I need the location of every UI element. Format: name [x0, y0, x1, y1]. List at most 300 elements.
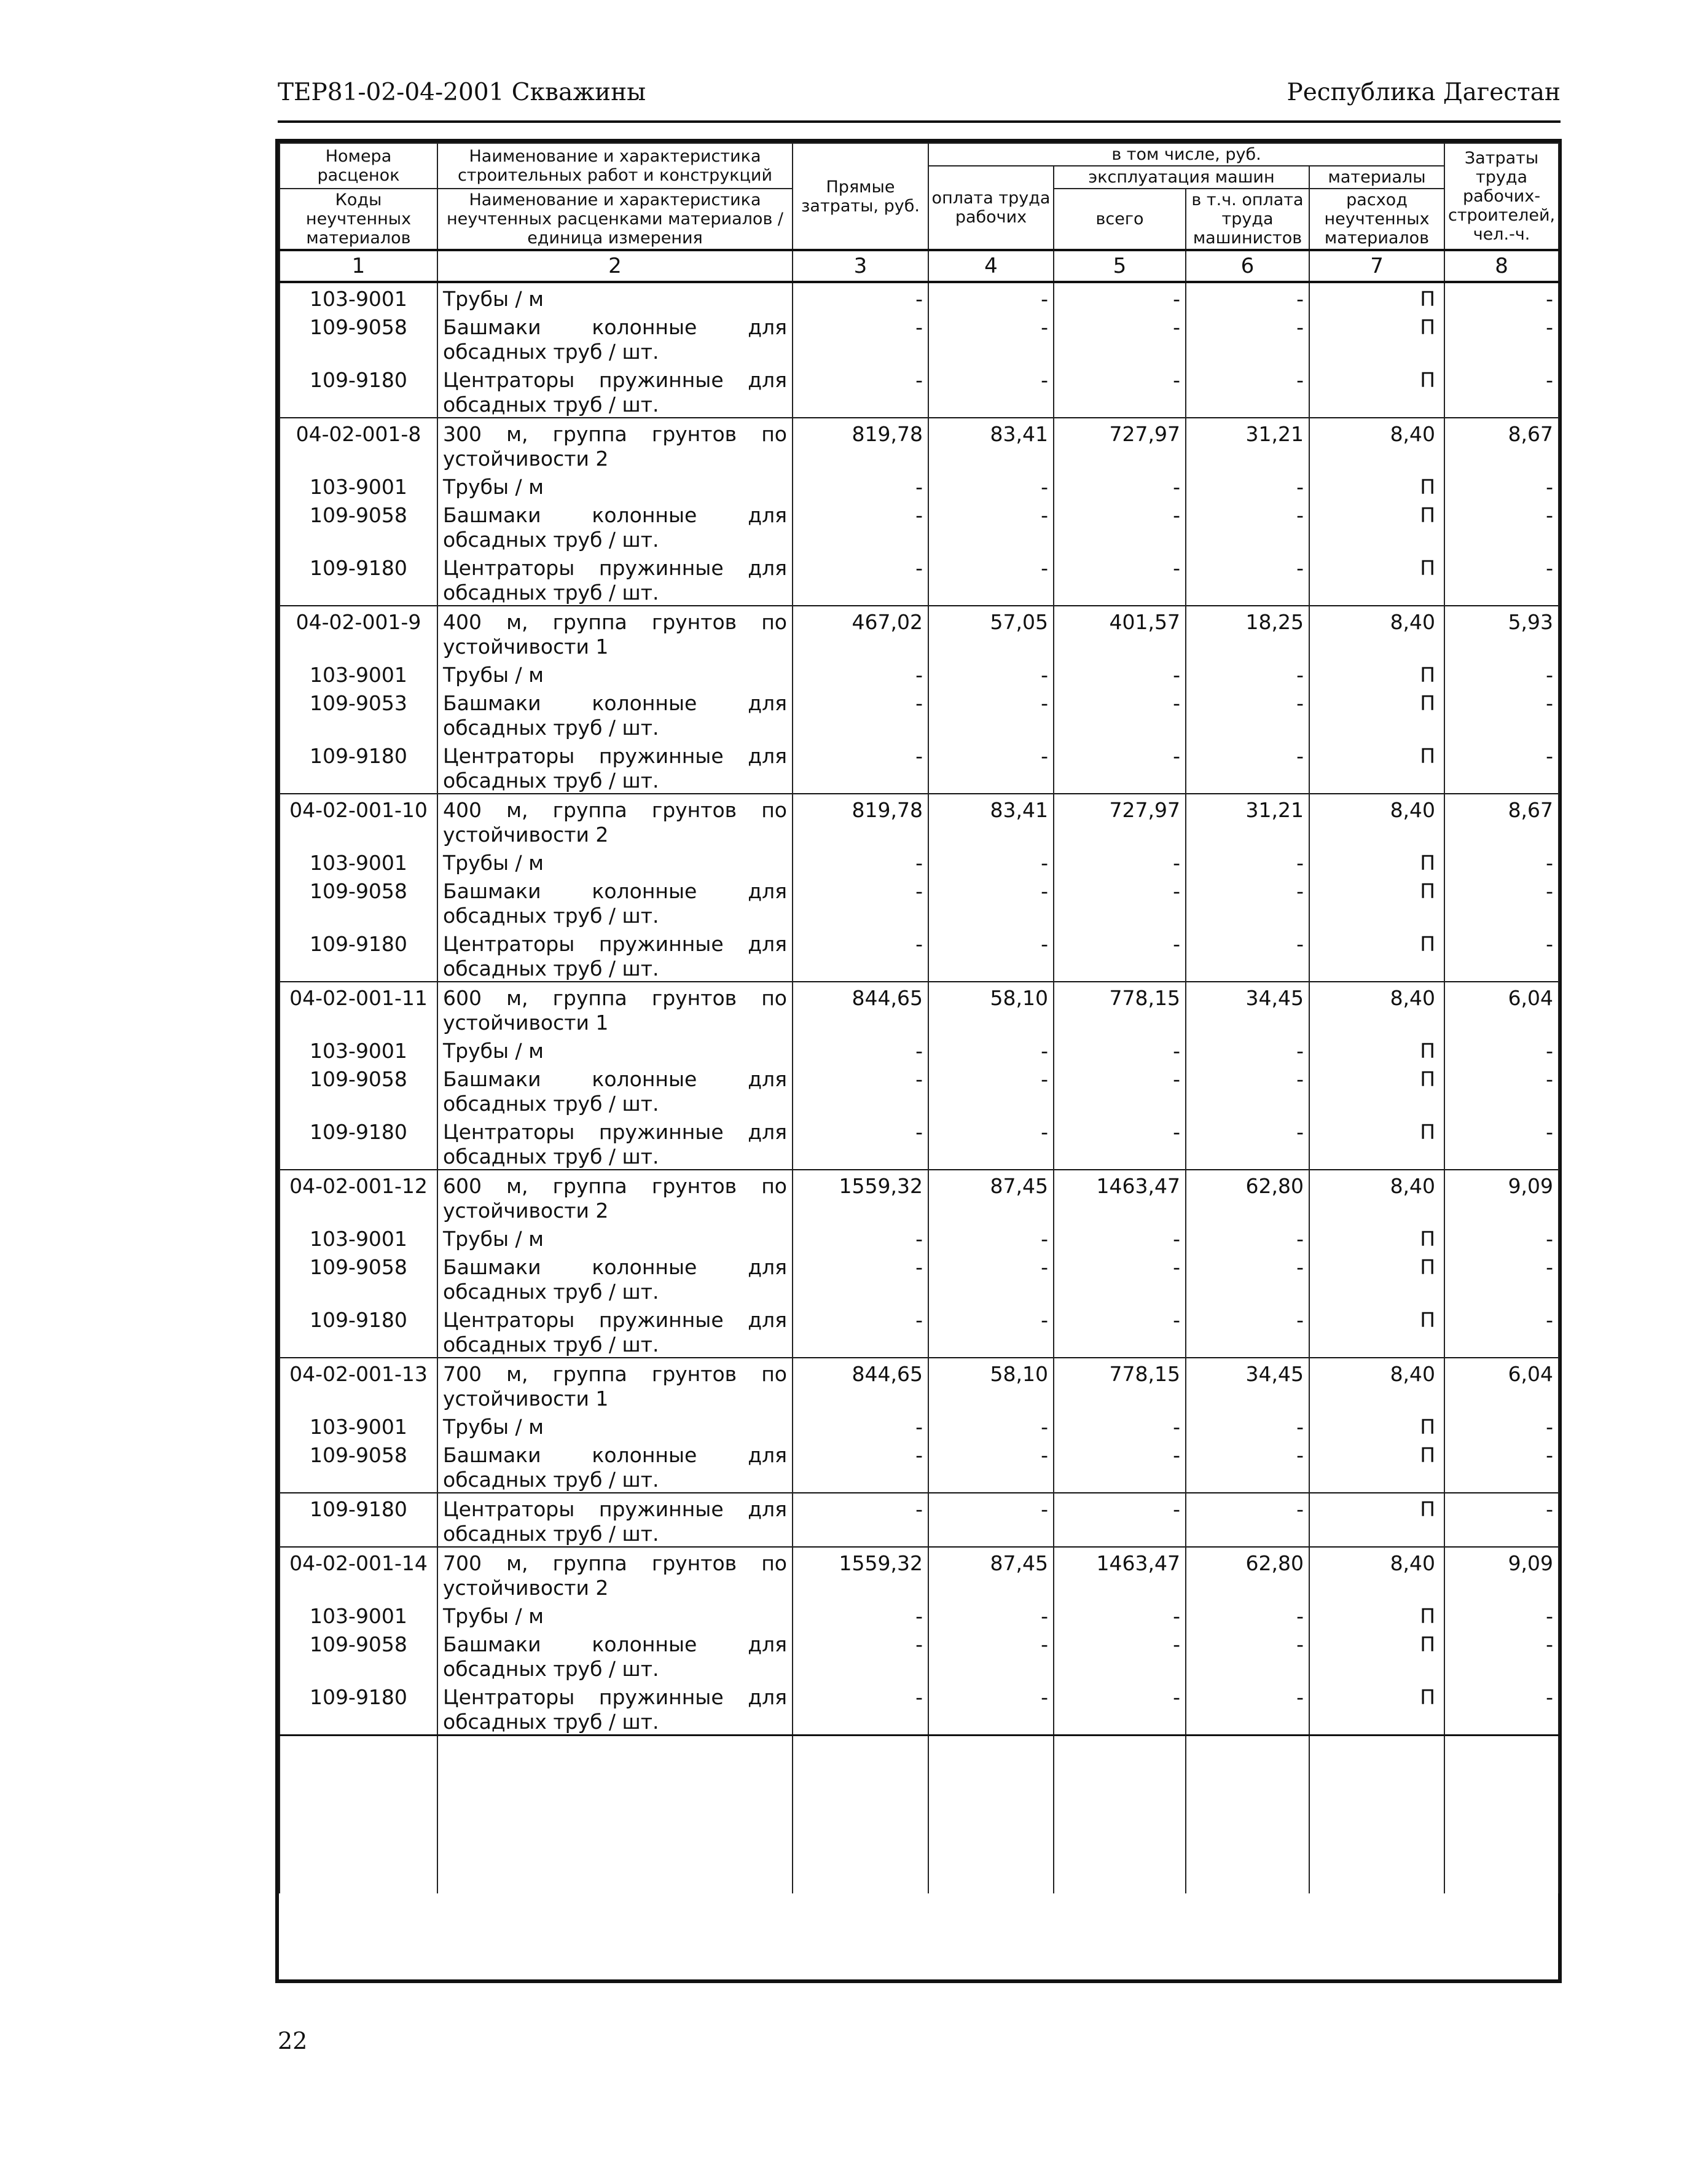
- header-material-consumption: расход неучтенных материалов: [1309, 189, 1444, 250]
- material-consumption: П: [1309, 471, 1444, 499]
- rate-code: 103-9001: [280, 1223, 437, 1251]
- rates-table-frame: [275, 139, 1562, 1983]
- material-consumption: 8,40: [1309, 982, 1444, 1035]
- operator-pay: 62,80: [1186, 1170, 1309, 1223]
- empty-cell: [793, 1736, 928, 1894]
- direct-costs: -: [793, 1439, 928, 1493]
- direct-costs: -: [793, 364, 928, 418]
- material-consumption: П: [1309, 1035, 1444, 1063]
- rate-code: 109-9180: [280, 1493, 437, 1547]
- rate-code: 109-9180: [280, 552, 437, 606]
- rate-code: 103-9001: [280, 659, 437, 687]
- worker-pay: -: [928, 659, 1054, 687]
- table-row: [280, 1063, 1559, 1116]
- machine-total: 401,57: [1054, 606, 1186, 659]
- empty-cell: [1054, 1736, 1186, 1894]
- worker-pay: -: [928, 552, 1054, 606]
- machine-total: -: [1054, 1035, 1186, 1063]
- direct-costs: -: [793, 740, 928, 794]
- direct-costs: -: [793, 687, 928, 740]
- material-consumption: 8,40: [1309, 1547, 1444, 1600]
- direct-costs: -: [793, 1251, 928, 1304]
- direct-costs: -: [793, 1600, 928, 1629]
- worker-pay: -: [928, 1600, 1054, 1629]
- operator-pay: -: [1186, 1681, 1309, 1736]
- table-row: [280, 659, 1559, 687]
- item-description: Центраторы пружинные для обсадных труб / шт.: [437, 364, 793, 418]
- material-consumption: П: [1309, 928, 1444, 982]
- worker-pay: -: [928, 1035, 1054, 1063]
- labor-hours: 6,04: [1444, 982, 1559, 1035]
- direct-costs: 844,65: [793, 982, 928, 1035]
- labor-hours: 9,09: [1444, 1547, 1559, 1600]
- machine-total: 727,97: [1054, 794, 1186, 847]
- rate-code: 109-9058: [280, 1063, 437, 1116]
- material-consumption: П: [1309, 1439, 1444, 1493]
- operator-pay: 34,45: [1186, 982, 1309, 1035]
- operator-pay: -: [1186, 847, 1309, 875]
- item-description: Центраторы пружинные для обсадных труб / шт.: [437, 740, 793, 794]
- table-row: [280, 1358, 1559, 1411]
- material-consumption: 8,40: [1309, 418, 1444, 471]
- table-row: [280, 1600, 1559, 1629]
- column-number: 2: [437, 250, 793, 282]
- table-row: [280, 311, 1559, 364]
- item-description: Трубы / м: [437, 282, 793, 311]
- table-row: [280, 1116, 1559, 1170]
- direct-costs: -: [793, 875, 928, 928]
- empty-cell: [928, 1736, 1054, 1894]
- worker-pay: -: [928, 1411, 1054, 1439]
- rate-code: 109-9058: [280, 875, 437, 928]
- machine-total: 778,15: [1054, 1358, 1186, 1411]
- worker-pay: 83,41: [928, 418, 1054, 471]
- labor-hours: -: [1444, 875, 1559, 928]
- operator-pay: -: [1186, 1116, 1309, 1170]
- material-consumption: П: [1309, 552, 1444, 606]
- operator-pay: -: [1186, 687, 1309, 740]
- material-consumption: П: [1309, 1251, 1444, 1304]
- rate-code: 109-9058: [280, 1439, 437, 1493]
- labor-hours: -: [1444, 552, 1559, 606]
- rate-code: 103-9001: [280, 1411, 437, 1439]
- machine-total: -: [1054, 1493, 1186, 1547]
- direct-costs: -: [793, 1629, 928, 1681]
- material-consumption: П: [1309, 1116, 1444, 1170]
- item-description: Башмаки колонные для обсадных труб / шт.: [437, 1063, 793, 1116]
- operator-pay: -: [1186, 740, 1309, 794]
- column-number: 1: [280, 250, 437, 282]
- machine-total: -: [1054, 282, 1186, 311]
- labor-hours: -: [1444, 1493, 1559, 1547]
- labor-hours: -: [1444, 1439, 1559, 1493]
- operator-pay: 18,25: [1186, 606, 1309, 659]
- rate-code: 04-02-001-9: [280, 606, 437, 659]
- item-description: 400 м, группа грунтов по устойчивости 1: [437, 606, 793, 659]
- direct-costs: -: [793, 1411, 928, 1439]
- empty-cell: [1186, 1736, 1309, 1894]
- table-row: [280, 687, 1559, 740]
- operator-pay: -: [1186, 1493, 1309, 1547]
- table-row: [280, 928, 1559, 982]
- header-material-codes: Коды неучтенных материалов: [280, 189, 437, 250]
- table-row: [280, 875, 1559, 928]
- worker-pay: -: [928, 1493, 1054, 1547]
- column-number: 6: [1186, 250, 1309, 282]
- rate-code: 103-9001: [280, 282, 437, 311]
- machine-total: -: [1054, 1304, 1186, 1358]
- worker-pay: -: [928, 471, 1054, 499]
- header-material-description: Наименование и характеристика неучтенных расценками материалов / единица измерения: [437, 189, 793, 250]
- direct-costs: -: [793, 1063, 928, 1116]
- material-consumption: П: [1309, 499, 1444, 552]
- table-row: [280, 847, 1559, 875]
- operator-pay: -: [1186, 282, 1309, 311]
- machine-total: -: [1054, 847, 1186, 875]
- item-description: 400 м, группа грунтов по устойчивости 2: [437, 794, 793, 847]
- machine-total: -: [1054, 687, 1186, 740]
- direct-costs: -: [793, 847, 928, 875]
- material-consumption: П: [1309, 1304, 1444, 1358]
- item-description: Центраторы пружинные для обсадных труб / шт.: [437, 1493, 793, 1547]
- operator-pay: -: [1186, 1063, 1309, 1116]
- region-name: Республика Дагестан: [1287, 79, 1561, 106]
- worker-pay: -: [928, 1063, 1054, 1116]
- operator-pay: -: [1186, 1439, 1309, 1493]
- machine-total: -: [1054, 928, 1186, 982]
- item-description: Трубы / м: [437, 847, 793, 875]
- operator-pay: 62,80: [1186, 1547, 1309, 1600]
- item-description: Башмаки колонные для обсадных труб / шт.: [437, 499, 793, 552]
- rate-code: 04-02-001-12: [280, 1170, 437, 1223]
- table-row: [280, 1411, 1559, 1439]
- direct-costs: -: [793, 1035, 928, 1063]
- material-consumption: П: [1309, 1600, 1444, 1629]
- rate-code: 109-9180: [280, 740, 437, 794]
- direct-costs: -: [793, 1223, 928, 1251]
- machine-total: -: [1054, 1063, 1186, 1116]
- worker-pay: -: [928, 875, 1054, 928]
- material-consumption: П: [1309, 1063, 1444, 1116]
- machine-total: -: [1054, 1600, 1186, 1629]
- worker-pay: -: [928, 499, 1054, 552]
- header-rule: [278, 120, 1561, 123]
- header-materials: материалы: [1309, 166, 1444, 189]
- operator-pay: -: [1186, 1035, 1309, 1063]
- worker-pay: -: [928, 1223, 1054, 1251]
- worker-pay: -: [928, 311, 1054, 364]
- item-description: Трубы / м: [437, 1035, 793, 1063]
- operator-pay: -: [1186, 1600, 1309, 1629]
- direct-costs: -: [793, 1681, 928, 1736]
- worker-pay: -: [928, 740, 1054, 794]
- column-number: 3: [793, 250, 928, 282]
- rate-code: 04-02-001-11: [280, 982, 437, 1035]
- operator-pay: -: [1186, 471, 1309, 499]
- operator-pay: -: [1186, 1251, 1309, 1304]
- item-description: 600 м, группа грунтов по устойчивости 1: [437, 982, 793, 1035]
- item-description: Центраторы пружинные для обсадных труб / шт.: [437, 1681, 793, 1736]
- labor-hours: 9,09: [1444, 1170, 1559, 1223]
- labor-hours: -: [1444, 1035, 1559, 1063]
- material-consumption: П: [1309, 659, 1444, 687]
- labor-hours: -: [1444, 687, 1559, 740]
- worker-pay: -: [928, 1116, 1054, 1170]
- operator-pay: -: [1186, 928, 1309, 982]
- material-consumption: П: [1309, 1629, 1444, 1681]
- worker-pay: -: [928, 1439, 1054, 1493]
- worker-pay: -: [928, 282, 1054, 311]
- material-consumption: 8,40: [1309, 794, 1444, 847]
- labor-hours: -: [1444, 311, 1559, 364]
- table-row: [280, 364, 1559, 418]
- header-worker-pay: оплата труда рабочих: [928, 166, 1054, 250]
- material-consumption: 8,40: [1309, 606, 1444, 659]
- rate-code: 04-02-001-8: [280, 418, 437, 471]
- item-description: Центраторы пружинные для обсадных труб / шт.: [437, 928, 793, 982]
- labor-hours: 8,67: [1444, 794, 1559, 847]
- column-number-row: [280, 250, 1559, 282]
- direct-costs: -: [793, 282, 928, 311]
- header-work-description: Наименование и характеристика строительных работ и конструкций: [437, 143, 793, 189]
- operator-pay: 31,21: [1186, 794, 1309, 847]
- header-including: в том числе, руб.: [928, 143, 1444, 166]
- operator-pay: -: [1186, 1223, 1309, 1251]
- item-description: Трубы / м: [437, 1600, 793, 1629]
- labor-hours: -: [1444, 1629, 1559, 1681]
- table-row: [280, 1251, 1559, 1304]
- item-description: 700 м, группа грунтов по устойчивости 2: [437, 1547, 793, 1600]
- worker-pay: -: [928, 847, 1054, 875]
- rate-code: 103-9001: [280, 847, 437, 875]
- table-row: [280, 1439, 1559, 1493]
- labor-hours: -: [1444, 1251, 1559, 1304]
- machine-total: -: [1054, 740, 1186, 794]
- table-row: [280, 606, 1559, 659]
- worker-pay: 57,05: [928, 606, 1054, 659]
- item-description: Трубы / м: [437, 471, 793, 499]
- machine-total: -: [1054, 1681, 1186, 1736]
- item-description: Центраторы пружинные для обсадных труб / шт.: [437, 1116, 793, 1170]
- table-row: [280, 740, 1559, 794]
- direct-costs: 819,78: [793, 794, 928, 847]
- rate-code: 109-9180: [280, 1116, 437, 1170]
- material-consumption: П: [1309, 1223, 1444, 1251]
- labor-hours: -: [1444, 364, 1559, 418]
- machine-total: -: [1054, 1629, 1186, 1681]
- header-machine-operation: эксплуатация машин: [1054, 166, 1309, 189]
- labor-hours: -: [1444, 499, 1559, 552]
- direct-costs: -: [793, 552, 928, 606]
- rate-code: 103-9001: [280, 1600, 437, 1629]
- labor-hours: 8,67: [1444, 418, 1559, 471]
- labor-hours: -: [1444, 282, 1559, 311]
- labor-hours: 5,93: [1444, 606, 1559, 659]
- direct-costs: -: [793, 1304, 928, 1358]
- direct-costs: 467,02: [793, 606, 928, 659]
- item-description: Башмаки колонные для обсадных труб / шт.: [437, 311, 793, 364]
- item-description: Башмаки колонные для обсадных труб / шт.: [437, 1251, 793, 1304]
- machine-total: 727,97: [1054, 418, 1186, 471]
- material-consumption: П: [1309, 847, 1444, 875]
- table-row: [280, 552, 1559, 606]
- direct-costs: -: [793, 499, 928, 552]
- labor-hours: -: [1444, 471, 1559, 499]
- column-number: 8: [1444, 250, 1559, 282]
- machine-total: -: [1054, 1116, 1186, 1170]
- worker-pay: 87,45: [928, 1170, 1054, 1223]
- table-row: [280, 1170, 1559, 1223]
- operator-pay: -: [1186, 1629, 1309, 1681]
- worker-pay: -: [928, 1629, 1054, 1681]
- machine-total: -: [1054, 499, 1186, 552]
- item-description: Башмаки колонные для обсадных труб / шт.: [437, 875, 793, 928]
- machine-total: -: [1054, 364, 1186, 418]
- item-description: Трубы / м: [437, 1411, 793, 1439]
- direct-costs: 1559,32: [793, 1170, 928, 1223]
- labor-hours: -: [1444, 659, 1559, 687]
- rates-table: [279, 143, 1559, 1893]
- item-description: 600 м, группа грунтов по устойчивости 2: [437, 1170, 793, 1223]
- direct-costs: -: [793, 471, 928, 499]
- worker-pay: -: [928, 1681, 1054, 1736]
- rate-code: 103-9001: [280, 471, 437, 499]
- worker-pay: 58,10: [928, 982, 1054, 1035]
- worker-pay: -: [928, 1304, 1054, 1358]
- material-consumption: П: [1309, 282, 1444, 311]
- rate-code: 109-9053: [280, 687, 437, 740]
- direct-costs: -: [793, 1493, 928, 1547]
- worker-pay: -: [928, 687, 1054, 740]
- labor-hours: -: [1444, 740, 1559, 794]
- material-consumption: 8,40: [1309, 1358, 1444, 1411]
- table-row: [280, 1681, 1559, 1736]
- machine-total: -: [1054, 1411, 1186, 1439]
- labor-hours: -: [1444, 1116, 1559, 1170]
- labor-hours: -: [1444, 1063, 1559, 1116]
- machine-total: -: [1054, 1251, 1186, 1304]
- machine-total: 1463,47: [1054, 1547, 1186, 1600]
- direct-costs: -: [793, 659, 928, 687]
- rate-code: 109-9180: [280, 364, 437, 418]
- table-row: [280, 282, 1559, 311]
- table-body: [280, 282, 1559, 1893]
- operator-pay: 34,45: [1186, 1358, 1309, 1411]
- direct-costs: -: [793, 1116, 928, 1170]
- column-number: 4: [928, 250, 1054, 282]
- table-row: [280, 418, 1559, 471]
- machine-total: -: [1054, 471, 1186, 499]
- direct-costs: -: [793, 311, 928, 364]
- item-description: Трубы / м: [437, 1223, 793, 1251]
- labor-hours: -: [1444, 1411, 1559, 1439]
- material-consumption: П: [1309, 1493, 1444, 1547]
- table-row: [280, 982, 1559, 1035]
- header-rate-numbers: Номера расценок: [280, 143, 437, 189]
- table-row: [280, 499, 1559, 552]
- empty-cell: [437, 1736, 793, 1894]
- table-row: [280, 471, 1559, 499]
- operator-pay: -: [1186, 311, 1309, 364]
- operator-pay: -: [1186, 875, 1309, 928]
- labor-hours: -: [1444, 1304, 1559, 1358]
- item-description: 300 м, группа грунтов по устойчивости 2: [437, 418, 793, 471]
- labor-hours: -: [1444, 847, 1559, 875]
- machine-total: -: [1054, 1223, 1186, 1251]
- material-consumption: П: [1309, 1681, 1444, 1736]
- rate-code: 04-02-001-10: [280, 794, 437, 847]
- table-row: [280, 1629, 1559, 1681]
- worker-pay: -: [928, 1251, 1054, 1304]
- item-description: 700 м, группа грунтов по устойчивости 1: [437, 1358, 793, 1411]
- table-header: [280, 143, 1559, 282]
- machine-total: -: [1054, 1439, 1186, 1493]
- operator-pay: -: [1186, 552, 1309, 606]
- item-description: Центраторы пружинные для обсадных труб / шт.: [437, 552, 793, 606]
- rate-code: 04-02-001-14: [280, 1547, 437, 1600]
- empty-row: [280, 1736, 1559, 1894]
- worker-pay: 83,41: [928, 794, 1054, 847]
- item-description: Башмаки колонные для обсадных труб / шт.: [437, 1629, 793, 1681]
- material-consumption: П: [1309, 1411, 1444, 1439]
- operator-pay: -: [1186, 1411, 1309, 1439]
- material-consumption: П: [1309, 740, 1444, 794]
- worker-pay: -: [928, 928, 1054, 982]
- table-row: [280, 1547, 1559, 1600]
- direct-costs: 844,65: [793, 1358, 928, 1411]
- labor-hours: 6,04: [1444, 1358, 1559, 1411]
- direct-costs: 819,78: [793, 418, 928, 471]
- material-consumption: П: [1309, 875, 1444, 928]
- operator-pay: -: [1186, 1304, 1309, 1358]
- material-consumption: П: [1309, 687, 1444, 740]
- machine-total: -: [1054, 659, 1186, 687]
- rate-code: 109-9058: [280, 1629, 437, 1681]
- operator-pay: -: [1186, 364, 1309, 418]
- header-operator-pay: в т.ч. оплата труда машинистов: [1186, 189, 1309, 250]
- table-row: [280, 1223, 1559, 1251]
- rate-code: 109-9058: [280, 1251, 437, 1304]
- table-row: [280, 1493, 1559, 1547]
- item-description: Башмаки колонные для обсадных труб / шт.: [437, 1439, 793, 1493]
- rate-code: 109-9180: [280, 1681, 437, 1736]
- document-title: ТЕР81-02-04-2001 Скважины: [278, 79, 646, 106]
- worker-pay: 87,45: [928, 1547, 1054, 1600]
- direct-costs: 1559,32: [793, 1547, 928, 1600]
- material-consumption: 8,40: [1309, 1170, 1444, 1223]
- page-number: 22: [278, 2027, 308, 2054]
- table-row: [280, 1035, 1559, 1063]
- empty-cell: [280, 1736, 437, 1894]
- machine-total: -: [1054, 552, 1186, 606]
- item-description: Трубы / м: [437, 659, 793, 687]
- operator-pay: 31,21: [1186, 418, 1309, 471]
- operator-pay: -: [1186, 659, 1309, 687]
- rate-code: 109-9180: [280, 928, 437, 982]
- labor-hours: -: [1444, 1223, 1559, 1251]
- column-number: 5: [1054, 250, 1186, 282]
- rate-code: 109-9058: [280, 499, 437, 552]
- labor-hours: -: [1444, 928, 1559, 982]
- empty-cell: [1309, 1736, 1444, 1894]
- rate-code: 109-9058: [280, 311, 437, 364]
- worker-pay: -: [928, 364, 1054, 418]
- column-number: 7: [1309, 250, 1444, 282]
- header-labor-hours: Затраты труда рабочих-строителей, чел.-ч.: [1444, 143, 1559, 250]
- header-machine-total: всего: [1054, 189, 1186, 250]
- rate-code: 103-9001: [280, 1035, 437, 1063]
- rate-code: 04-02-001-13: [280, 1358, 437, 1411]
